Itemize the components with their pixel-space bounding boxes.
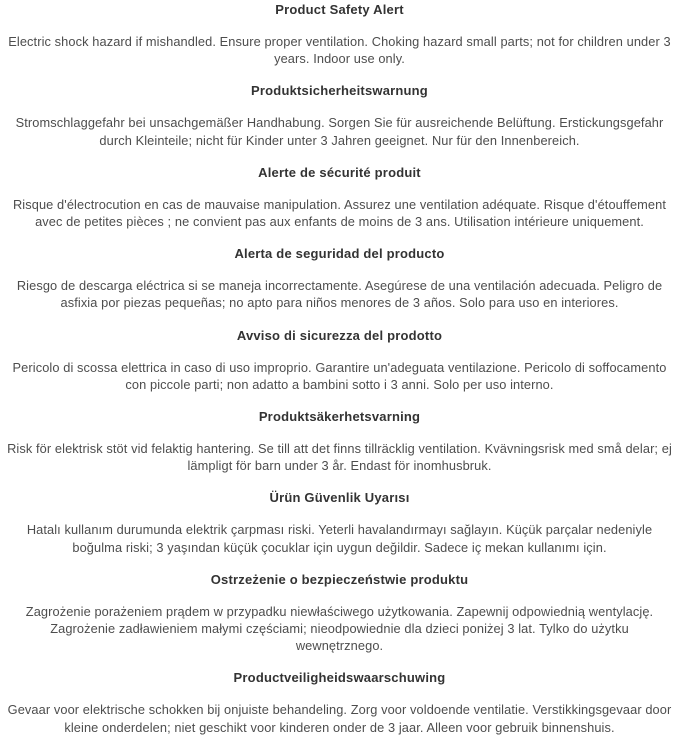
section-title: Alerte de sécurité produit bbox=[258, 164, 421, 180]
safety-alert-section bbox=[7, 246, 672, 311]
section-body-text: Zagrożenie porażeniem prądem w przypadku niewłaściwego użytkowania. Zapewnij odpowiednią wentylację. Zagrożenie zadławieniem małymi częściami; nieodpowiednie dla dzieci poniżej 3 lat. Tylko do użytku wewnętrznego. bbox=[25, 603, 654, 654]
safety-alert-section bbox=[7, 328, 672, 393]
safety-alert-section bbox=[7, 409, 672, 474]
section-title: Ostrzeżenie o bezpieczeństwie produktu bbox=[210, 571, 469, 587]
safety-alert-section bbox=[7, 165, 672, 230]
section-title: Alerta de seguridad del producto bbox=[234, 246, 445, 262]
safety-alert-section bbox=[7, 83, 672, 148]
section-title: Productveiligheidswaarschuwing bbox=[233, 670, 446, 686]
safety-alert-section bbox=[7, 2, 672, 67]
section-body-text: Hatalı kullanım durumunda elektrik çarpması riski. Yeterli havalandırmayı sağlayın. Küçük parçalar nedeniyle boğulma riski; 3 yaşından küçük çocuklar için uygun değildir. Sadece iç mekan kullanımı için. bbox=[26, 522, 653, 555]
section-body-text: Riesgo de descarga eléctrica si se maneja incorrectamente. Asegúrese de una ventilación adecuada. Peligro de asfixia por piezas pequeñas; no apto para niños menores de 3 años. Solo para uso en interiores. bbox=[16, 278, 663, 311]
section-body-text: Gevaar voor elektrische schokken bij onjuiste behandeling. Zorg voor voldoende ventilatie. Verstikkingsgevaar door kleine onderdelen; niet geschikt voor kinderen onder de 3 jaar. Alleen voor gebruik binnenshuis. bbox=[7, 702, 672, 735]
safety-alert-section bbox=[7, 572, 672, 655]
section-body-text: Pericolo di scossa elettrica in caso di uso improprio. Garantire un'adeguata ventilazione. Pericolo di soffocamento con piccole parti; non adatto a bambini sotto i 3 anni. Solo per uso interno. bbox=[12, 359, 667, 392]
section-title: Produktsicherheitswarnung bbox=[251, 83, 428, 99]
section-body-text: Risk för elektrisk stöt vid felaktig hantering. Se till att det finns tillräcklig ventilation. Kvävningsrisk med små delar; ej lämpligt för barn under 3 år. Endast för inomhusbruk. bbox=[7, 441, 672, 474]
safety-alert-section bbox=[7, 670, 672, 735]
section-body-text: Electric shock hazard if mishandled. Ensure proper ventilation. Choking hazard small parts; not for children under 3 years. Indoor use only. bbox=[8, 34, 671, 67]
section-title: Avviso di sicurezza del prodotto bbox=[236, 327, 443, 343]
section-body-text: Risque d'électrocution en cas de mauvaise manipulation. Assurez une ventilation adéquate. Risque d'étouffement avec de petites pièces ; ne convient pas aux enfants de moins de 3 ans. Utilisation intérieure uniquement. bbox=[12, 196, 667, 230]
safety-alert-section bbox=[7, 490, 672, 555]
section-title: Product Safety Alert bbox=[275, 2, 404, 17]
section-title: Ürün Güvenlik Uyarısı bbox=[269, 490, 410, 506]
section-title: Produktsäkerhetsvarning bbox=[258, 409, 421, 425]
section-body-text: Stromschlaggefahr bei unsachgemäßer Handhabung. Sorgen Sie für ausreichende Belüftung. Erstickungsgefahr durch Kleinteile; nicht für Kinder unter 3 Jahren geeignet. Nur für den Innenbereich. bbox=[15, 115, 664, 148]
